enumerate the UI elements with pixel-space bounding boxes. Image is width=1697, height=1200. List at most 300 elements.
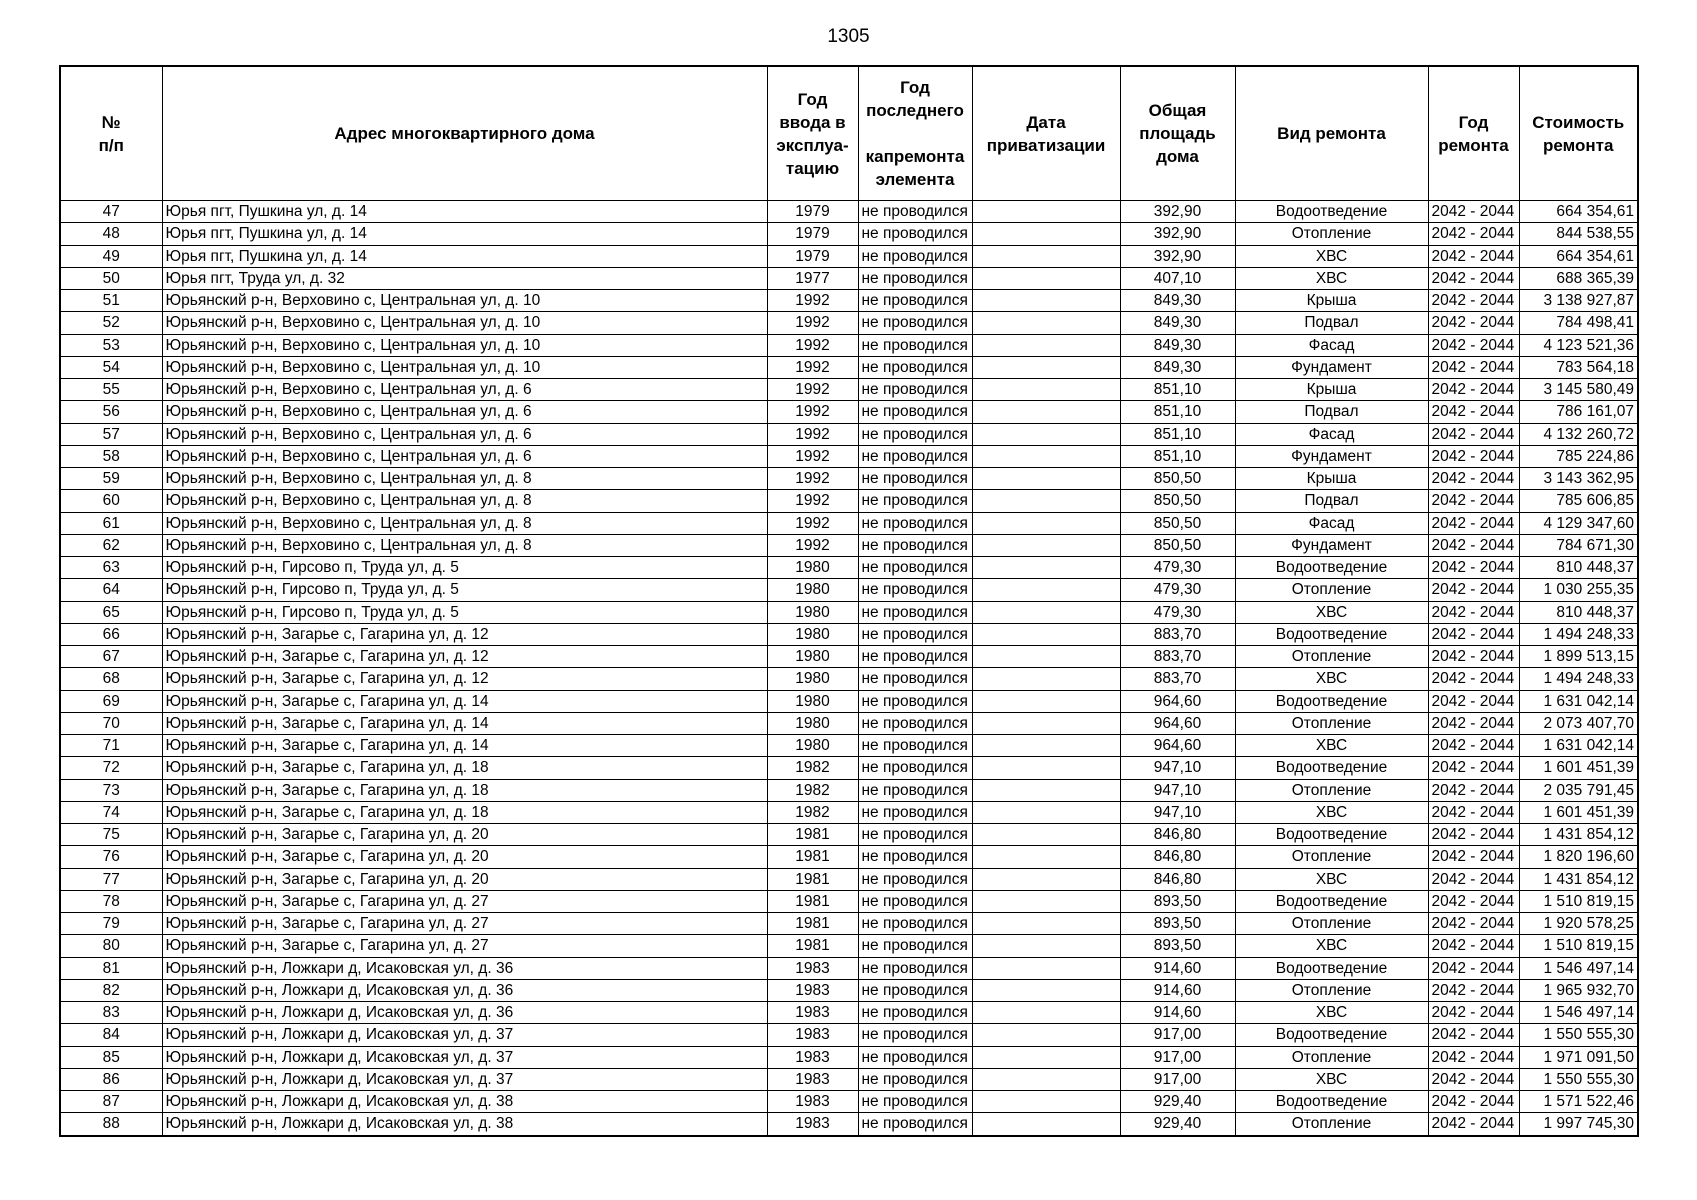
- area-cell: 846,80: [1120, 868, 1235, 890]
- address-cell: Юрья пгт, Пушкина ул, д. 14: [162, 223, 767, 245]
- area-cell: 850,50: [1120, 534, 1235, 556]
- area-cell: 846,80: [1120, 824, 1235, 846]
- table-row: [60, 690, 1638, 712]
- row-number: 65: [60, 601, 162, 623]
- area-cell: 929,40: [1120, 1091, 1235, 1113]
- table-row: [60, 979, 1638, 1001]
- repair-type-cell: Крыша: [1235, 468, 1428, 490]
- row-number: 48: [60, 223, 162, 245]
- cost-cell: 1 431 854,12: [1519, 868, 1638, 890]
- area-cell: 893,50: [1120, 890, 1235, 912]
- area-cell: 850,50: [1120, 468, 1235, 490]
- row-number: 83: [60, 1002, 162, 1024]
- year-commissioned-cell: 1992: [767, 490, 858, 512]
- table-row: [60, 356, 1638, 378]
- area-cell: 914,60: [1120, 1002, 1235, 1024]
- area-cell: 850,50: [1120, 512, 1235, 534]
- privatization-cell: [972, 935, 1120, 957]
- row-number: 58: [60, 445, 162, 467]
- table-row: [60, 735, 1638, 757]
- year-commissioned-cell: 1983: [767, 1046, 858, 1068]
- year-commissioned-cell: 1983: [767, 1024, 858, 1046]
- repair-year-cell: 2042 - 2044: [1428, 245, 1519, 267]
- last-repair-cell: не проводился: [858, 712, 972, 734]
- repair-year-cell: 2042 - 2044: [1428, 1002, 1519, 1024]
- repair-year-cell: 2042 - 2044: [1428, 824, 1519, 846]
- table-row: [60, 712, 1638, 734]
- last-repair-cell: не проводился: [858, 1024, 972, 1046]
- repair-type-cell: Крыша: [1235, 290, 1428, 312]
- row-number: 64: [60, 579, 162, 601]
- table-body: [60, 201, 1638, 1136]
- privatization-cell: [972, 512, 1120, 534]
- repair-type-cell: ХВС: [1235, 668, 1428, 690]
- address-cell: Юрьянский р-н, Загарье с, Гагарина ул, д. 20: [162, 868, 767, 890]
- repair-type-cell: Водоотведение: [1235, 890, 1428, 912]
- last-repair-cell: не проводился: [858, 356, 972, 378]
- area-cell: 914,60: [1120, 957, 1235, 979]
- cost-cell: 4 129 347,60: [1519, 512, 1638, 534]
- repair-year-cell: 2042 - 2044: [1428, 979, 1519, 1001]
- area-cell: 851,10: [1120, 423, 1235, 445]
- repair-type-cell: Отопление: [1235, 223, 1428, 245]
- repair-type-cell: Водоотведение: [1235, 1024, 1428, 1046]
- repair-type-cell: Отопление: [1235, 913, 1428, 935]
- year-commissioned-cell: 1981: [767, 846, 858, 868]
- last-repair-cell: не проводился: [858, 401, 972, 423]
- cost-cell: 844 538,55: [1519, 223, 1638, 245]
- address-cell: Юрьянский р-н, Верховино с, Центральная ул, д. 6: [162, 445, 767, 467]
- last-repair-cell: не проводился: [858, 801, 972, 823]
- last-repair-cell: не проводился: [858, 534, 972, 556]
- privatization-cell: [972, 957, 1120, 979]
- last-repair-cell: не проводился: [858, 423, 972, 445]
- repair-type-cell: ХВС: [1235, 1068, 1428, 1090]
- privatization-cell: [972, 868, 1120, 890]
- repair-type-cell: Отопление: [1235, 579, 1428, 601]
- address-cell: Юрьянский р-н, Загарье с, Гагарина ул, д. 14: [162, 712, 767, 734]
- year-commissioned-cell: 1983: [767, 1002, 858, 1024]
- cost-cell: 1 510 819,15: [1519, 935, 1638, 957]
- cost-cell: 785 224,86: [1519, 445, 1638, 467]
- row-number: 55: [60, 379, 162, 401]
- cost-cell: 786 161,07: [1519, 401, 1638, 423]
- privatization-cell: [972, 1113, 1120, 1136]
- table-row: [60, 490, 1638, 512]
- area-cell: 917,00: [1120, 1046, 1235, 1068]
- repair-type-cell: ХВС: [1235, 267, 1428, 289]
- cost-cell: 1 631 042,14: [1519, 735, 1638, 757]
- row-number: 80: [60, 935, 162, 957]
- cost-cell: 1 820 196,60: [1519, 846, 1638, 868]
- cost-cell: 1 431 854,12: [1519, 824, 1638, 846]
- row-number: 52: [60, 312, 162, 334]
- last-repair-cell: не проводился: [858, 512, 972, 534]
- area-cell: 392,90: [1120, 245, 1235, 267]
- year-commissioned-cell: 1980: [767, 557, 858, 579]
- repair-year-cell: 2042 - 2044: [1428, 690, 1519, 712]
- row-number: 61: [60, 512, 162, 534]
- area-cell: 851,10: [1120, 401, 1235, 423]
- last-repair-cell: не проводился: [858, 757, 972, 779]
- address-cell: Юрьянский р-н, Загарье с, Гагарина ул, д. 27: [162, 913, 767, 935]
- row-number: 59: [60, 468, 162, 490]
- repair-type-cell: Отопление: [1235, 846, 1428, 868]
- cost-cell: 1 631 042,14: [1519, 690, 1638, 712]
- area-cell: 947,10: [1120, 779, 1235, 801]
- area-cell: 479,30: [1120, 557, 1235, 579]
- repair-year-cell: 2042 - 2044: [1428, 290, 1519, 312]
- year-commissioned-cell: 1992: [767, 334, 858, 356]
- privatization-cell: [972, 913, 1120, 935]
- repair-type-cell: Подвал: [1235, 312, 1428, 334]
- repair-year-cell: 2042 - 2044: [1428, 623, 1519, 645]
- repair-year-cell: 2042 - 2044: [1428, 1024, 1519, 1046]
- address-cell: Юрьянский р-н, Верховино с, Центральная ул, д. 8: [162, 468, 767, 490]
- repair-type-cell: ХВС: [1235, 601, 1428, 623]
- repair-type-cell: ХВС: [1235, 801, 1428, 823]
- repair-year-cell: 2042 - 2044: [1428, 201, 1519, 223]
- last-repair-cell: не проводился: [858, 312, 972, 334]
- header-repair-year: Год ремонта: [1428, 66, 1519, 201]
- address-cell: Юрьянский р-н, Ложкари д, Исаковская ул, д. 37: [162, 1068, 767, 1090]
- last-repair-cell: не проводился: [858, 468, 972, 490]
- year-commissioned-cell: 1983: [767, 1091, 858, 1113]
- table-row: [60, 801, 1638, 823]
- cost-cell: 1 965 932,70: [1519, 979, 1638, 1001]
- table-row: [60, 601, 1638, 623]
- area-cell: 929,40: [1120, 1113, 1235, 1136]
- area-cell: 407,10: [1120, 267, 1235, 289]
- address-cell: Юрьянский р-н, Ложкари д, Исаковская ул, д. 38: [162, 1091, 767, 1113]
- cost-cell: 1 550 555,30: [1519, 1024, 1638, 1046]
- repair-type-cell: Фасад: [1235, 334, 1428, 356]
- row-number: 73: [60, 779, 162, 801]
- privatization-cell: [972, 379, 1120, 401]
- row-number: 72: [60, 757, 162, 779]
- repair-type-cell: Подвал: [1235, 401, 1428, 423]
- cost-cell: 785 606,85: [1519, 490, 1638, 512]
- table-row: [60, 824, 1638, 846]
- address-cell: Юрьянский р-н, Верховино с, Центральная ул, д. 10: [162, 356, 767, 378]
- address-cell: Юрьянский р-н, Ложкари д, Исаковская ул, д. 38: [162, 1113, 767, 1136]
- last-repair-cell: не проводился: [858, 379, 972, 401]
- last-repair-cell: не проводился: [858, 490, 972, 512]
- table-row: [60, 1046, 1638, 1068]
- cost-cell: 1 030 255,35: [1519, 579, 1638, 601]
- cost-cell: 1 601 451,39: [1519, 801, 1638, 823]
- year-commissioned-cell: 1981: [767, 935, 858, 957]
- cost-cell: 783 564,18: [1519, 356, 1638, 378]
- cost-cell: 1 601 451,39: [1519, 757, 1638, 779]
- repair-year-cell: 2042 - 2044: [1428, 1068, 1519, 1090]
- repair-year-cell: 2042 - 2044: [1428, 868, 1519, 890]
- repair-type-cell: ХВС: [1235, 735, 1428, 757]
- year-commissioned-cell: 1992: [767, 401, 858, 423]
- table-row: [60, 379, 1638, 401]
- row-number: 74: [60, 801, 162, 823]
- cost-cell: 1 494 248,33: [1519, 623, 1638, 645]
- header-cost: Стоимость ремонта: [1519, 66, 1638, 201]
- privatization-cell: [972, 623, 1120, 645]
- repair-type-cell: Отопление: [1235, 779, 1428, 801]
- cost-cell: 2 035 791,45: [1519, 779, 1638, 801]
- area-cell: 849,30: [1120, 356, 1235, 378]
- cost-cell: 2 073 407,70: [1519, 712, 1638, 734]
- last-repair-cell: не проводился: [858, 623, 972, 645]
- cost-cell: 664 354,61: [1519, 245, 1638, 267]
- repair-year-cell: 2042 - 2044: [1428, 557, 1519, 579]
- repair-type-cell: Отопление: [1235, 1113, 1428, 1136]
- repair-plan-table: [59, 65, 1639, 1137]
- table-row: [60, 223, 1638, 245]
- year-commissioned-cell: 1992: [767, 356, 858, 378]
- area-cell: 392,90: [1120, 223, 1235, 245]
- header-area: Общая площадь дома: [1120, 66, 1235, 201]
- year-commissioned-cell: 1982: [767, 801, 858, 823]
- address-cell: Юрьянский р-н, Верховино с, Центральная ул, д. 8: [162, 490, 767, 512]
- repair-year-cell: 2042 - 2044: [1428, 312, 1519, 334]
- address-cell: Юрьянский р-н, Верховино с, Центральная ул, д. 8: [162, 512, 767, 534]
- privatization-cell: [972, 579, 1120, 601]
- address-cell: Юрьянский р-н, Ложкари д, Исаковская ул, д. 36: [162, 957, 767, 979]
- area-cell: 479,30: [1120, 601, 1235, 623]
- cost-cell: 1 997 745,30: [1519, 1113, 1638, 1136]
- repair-type-cell: Отопление: [1235, 979, 1428, 1001]
- privatization-cell: [972, 1002, 1120, 1024]
- table-row: [60, 1002, 1638, 1024]
- year-commissioned-cell: 1992: [767, 312, 858, 334]
- repair-type-cell: Фасад: [1235, 512, 1428, 534]
- privatization-cell: [972, 468, 1120, 490]
- repair-year-cell: 2042 - 2044: [1428, 1046, 1519, 1068]
- table-row: [60, 868, 1638, 890]
- privatization-cell: [972, 490, 1120, 512]
- privatization-cell: [972, 267, 1120, 289]
- row-number: 77: [60, 868, 162, 890]
- privatization-cell: [972, 1068, 1120, 1090]
- address-cell: Юрьянский р-н, Гирсово п, Труда ул, д. 5: [162, 601, 767, 623]
- table-row: [60, 290, 1638, 312]
- privatization-cell: [972, 735, 1120, 757]
- repair-type-cell: Водоотведение: [1235, 1091, 1428, 1113]
- privatization-cell: [972, 779, 1120, 801]
- row-number: 60: [60, 490, 162, 512]
- privatization-cell: [972, 1091, 1120, 1113]
- table-row: [60, 913, 1638, 935]
- repair-type-cell: Водоотведение: [1235, 690, 1428, 712]
- repair-type-cell: Отопление: [1235, 1046, 1428, 1068]
- repair-year-cell: 2042 - 2044: [1428, 1091, 1519, 1113]
- area-cell: 849,30: [1120, 290, 1235, 312]
- last-repair-cell: не проводился: [858, 957, 972, 979]
- last-repair-cell: не проводился: [858, 579, 972, 601]
- cost-cell: 664 354,61: [1519, 201, 1638, 223]
- cost-cell: 1 494 248,33: [1519, 668, 1638, 690]
- privatization-cell: [972, 801, 1120, 823]
- row-number: 68: [60, 668, 162, 690]
- year-commissioned-cell: 1983: [767, 957, 858, 979]
- year-commissioned-cell: 1982: [767, 779, 858, 801]
- area-cell: 964,60: [1120, 735, 1235, 757]
- address-cell: Юрьянский р-н, Загарье с, Гагарина ул, д. 12: [162, 668, 767, 690]
- last-repair-cell: не проводился: [858, 1091, 972, 1113]
- table-row: [60, 468, 1638, 490]
- repair-year-cell: 2042 - 2044: [1428, 646, 1519, 668]
- area-cell: 917,00: [1120, 1068, 1235, 1090]
- repair-year-cell: 2042 - 2044: [1428, 957, 1519, 979]
- table-row: [60, 334, 1638, 356]
- address-cell: Юрьянский р-н, Верховино с, Центральная ул, д. 6: [162, 401, 767, 423]
- row-number: 66: [60, 623, 162, 645]
- privatization-cell: [972, 668, 1120, 690]
- area-cell: 479,30: [1120, 579, 1235, 601]
- last-repair-cell: не проводился: [858, 1002, 972, 1024]
- repair-year-cell: 2042 - 2044: [1428, 223, 1519, 245]
- address-cell: Юрьянский р-н, Загарье с, Гагарина ул, д. 14: [162, 690, 767, 712]
- last-repair-cell: не проводился: [858, 868, 972, 890]
- table-row: [60, 668, 1638, 690]
- address-cell: Юрьянский р-н, Загарье с, Гагарина ул, д. 12: [162, 623, 767, 645]
- privatization-cell: [972, 557, 1120, 579]
- year-commissioned-cell: 1980: [767, 646, 858, 668]
- header-repair-type: Вид ремонта: [1235, 66, 1428, 201]
- repair-type-cell: ХВС: [1235, 245, 1428, 267]
- repair-year-cell: 2042 - 2044: [1428, 779, 1519, 801]
- repair-year-cell: 2042 - 2044: [1428, 512, 1519, 534]
- area-cell: 883,70: [1120, 646, 1235, 668]
- last-repair-cell: не проводился: [858, 824, 972, 846]
- row-number: 78: [60, 890, 162, 912]
- repair-year-cell: 2042 - 2044: [1428, 668, 1519, 690]
- last-repair-cell: не проводился: [858, 223, 972, 245]
- repair-type-cell: Водоотведение: [1235, 824, 1428, 846]
- cost-cell: 1 899 513,15: [1519, 646, 1638, 668]
- row-number: 71: [60, 735, 162, 757]
- address-cell: Юрьянский р-н, Загарье с, Гагарина ул, д. 18: [162, 801, 767, 823]
- repair-year-cell: 2042 - 2044: [1428, 490, 1519, 512]
- area-cell: 964,60: [1120, 712, 1235, 734]
- year-commissioned-cell: 1992: [767, 290, 858, 312]
- area-cell: 947,10: [1120, 801, 1235, 823]
- address-cell: Юрья пгт, Пушкина ул, д. 14: [162, 245, 767, 267]
- repair-type-cell: Фасад: [1235, 423, 1428, 445]
- last-repair-cell: не проводился: [858, 445, 972, 467]
- table-row: [60, 779, 1638, 801]
- year-commissioned-cell: 1980: [767, 712, 858, 734]
- year-commissioned-cell: 1980: [767, 579, 858, 601]
- cost-cell: 1 571 522,46: [1519, 1091, 1638, 1113]
- repair-year-cell: 2042 - 2044: [1428, 356, 1519, 378]
- privatization-cell: [972, 290, 1120, 312]
- repair-type-cell: Фундамент: [1235, 356, 1428, 378]
- year-commissioned-cell: 1980: [767, 735, 858, 757]
- cost-cell: 3 145 580,49: [1519, 379, 1638, 401]
- repair-year-cell: 2042 - 2044: [1428, 601, 1519, 623]
- cost-cell: 1 920 578,25: [1519, 913, 1638, 935]
- privatization-cell: [972, 223, 1120, 245]
- year-commissioned-cell: 1981: [767, 913, 858, 935]
- row-number: 49: [60, 245, 162, 267]
- last-repair-cell: не проводился: [858, 668, 972, 690]
- last-repair-cell: не проводился: [858, 846, 972, 868]
- year-commissioned-cell: 1981: [767, 890, 858, 912]
- last-repair-cell: не проводился: [858, 1068, 972, 1090]
- privatization-cell: [972, 757, 1120, 779]
- table-row: [60, 579, 1638, 601]
- address-cell: Юрьянский р-н, Верховино с, Центральная ул, д. 6: [162, 423, 767, 445]
- privatization-cell: [972, 979, 1120, 1001]
- header-row: [60, 66, 1638, 201]
- repair-type-cell: Водоотведение: [1235, 557, 1428, 579]
- area-cell: 947,10: [1120, 757, 1235, 779]
- cost-cell: 1 510 819,15: [1519, 890, 1638, 912]
- repair-year-cell: 2042 - 2044: [1428, 935, 1519, 957]
- row-number: 70: [60, 712, 162, 734]
- address-cell: Юрьянский р-н, Верховино с, Центральная ул, д. 10: [162, 290, 767, 312]
- row-number: 56: [60, 401, 162, 423]
- table-row: [60, 557, 1638, 579]
- repair-year-cell: 2042 - 2044: [1428, 579, 1519, 601]
- cost-cell: 4 123 521,36: [1519, 334, 1638, 356]
- table-row: [60, 245, 1638, 267]
- repair-type-cell: Отопление: [1235, 646, 1428, 668]
- area-cell: 849,30: [1120, 334, 1235, 356]
- row-number: 79: [60, 913, 162, 935]
- table-row: [60, 1068, 1638, 1090]
- address-cell: Юрьянский р-н, Ложкари д, Исаковская ул, д. 37: [162, 1024, 767, 1046]
- repair-year-cell: 2042 - 2044: [1428, 846, 1519, 868]
- last-repair-cell: не проводился: [858, 601, 972, 623]
- cost-cell: 3 143 362,95: [1519, 468, 1638, 490]
- year-commissioned-cell: 1992: [767, 445, 858, 467]
- last-repair-cell: не проводился: [858, 690, 972, 712]
- header-privatization: Дата приватизации: [972, 66, 1120, 201]
- area-cell: 851,10: [1120, 445, 1235, 467]
- row-number: 86: [60, 1068, 162, 1090]
- year-commissioned-cell: 1980: [767, 623, 858, 645]
- row-number: 76: [60, 846, 162, 868]
- row-number: 51: [60, 290, 162, 312]
- header-address: Адрес многоквартирного дома: [162, 66, 767, 201]
- year-commissioned-cell: 1980: [767, 690, 858, 712]
- row-number: 62: [60, 534, 162, 556]
- privatization-cell: [972, 245, 1120, 267]
- cost-cell: 1 546 497,14: [1519, 1002, 1638, 1024]
- year-commissioned-cell: 1981: [767, 868, 858, 890]
- address-cell: Юрьянский р-н, Ложкари д, Исаковская ул, д. 36: [162, 1002, 767, 1024]
- row-number: 69: [60, 690, 162, 712]
- year-commissioned-cell: 1983: [767, 979, 858, 1001]
- repair-year-cell: 2042 - 2044: [1428, 468, 1519, 490]
- last-repair-cell: не проводился: [858, 646, 972, 668]
- cost-cell: 810 448,37: [1519, 557, 1638, 579]
- table-row: [60, 846, 1638, 868]
- cost-cell: 1 971 091,50: [1519, 1046, 1638, 1068]
- area-cell: 914,60: [1120, 979, 1235, 1001]
- repair-year-cell: 2042 - 2044: [1428, 735, 1519, 757]
- header-year-commissioned: Год ввода в эксплуа- тацию: [767, 66, 858, 201]
- row-number: 47: [60, 201, 162, 223]
- repair-type-cell: Отопление: [1235, 712, 1428, 734]
- header-last-repair: Год последнего капремонта элемента: [858, 66, 972, 201]
- address-cell: Юрьянский р-н, Загарье с, Гагарина ул, д. 20: [162, 846, 767, 868]
- row-number: 63: [60, 557, 162, 579]
- address-cell: Юрьянский р-н, Верховино с, Центральная ул, д. 10: [162, 312, 767, 334]
- address-cell: Юрьянский р-н, Ложкари д, Исаковская ул, д. 36: [162, 979, 767, 1001]
- repair-type-cell: Водоотведение: [1235, 201, 1428, 223]
- area-cell: 883,70: [1120, 623, 1235, 645]
